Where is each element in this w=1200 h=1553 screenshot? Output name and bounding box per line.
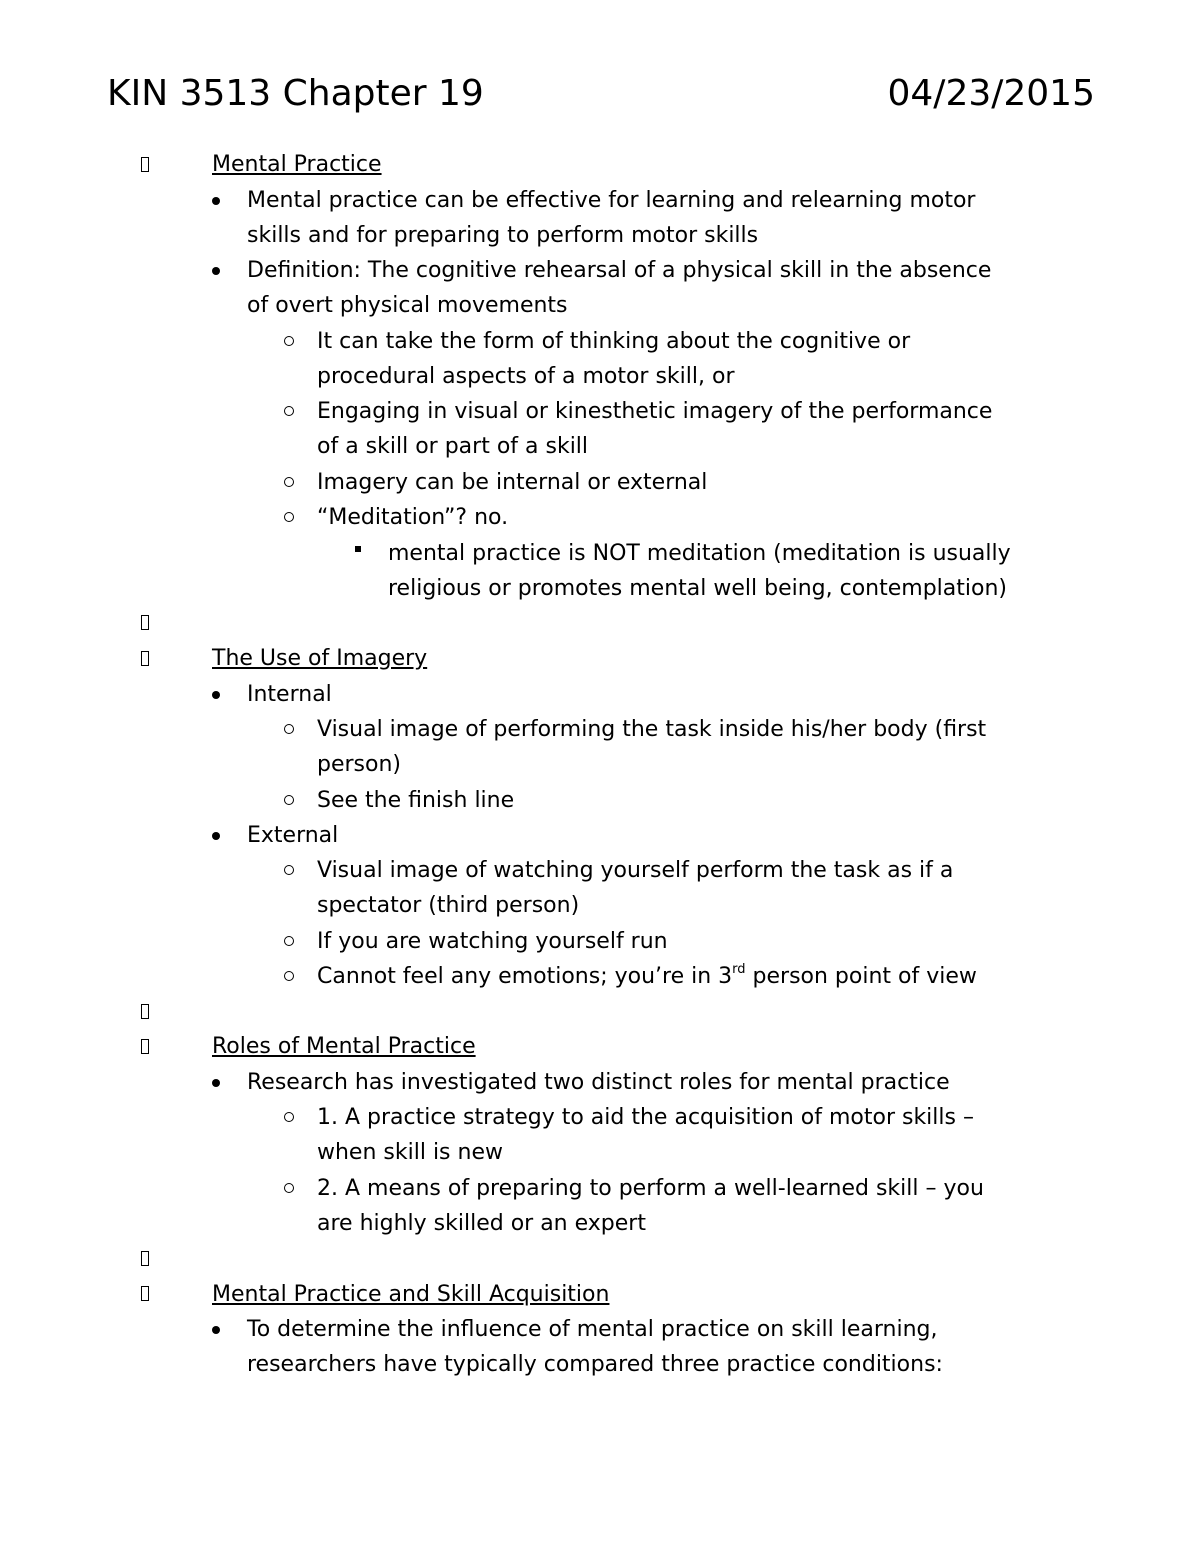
section-heading-mental-practice: Mental Practice [212, 152, 382, 177]
sub-bullet-text: Imagery can be internal or external [317, 470, 708, 495]
sub-bullet-icon [284, 865, 294, 875]
bullet-text-continued: of overt physical movements [247, 293, 568, 318]
sub-bullet-icon [284, 1183, 294, 1193]
section-heading-use-of-imagery: The Use of Imagery [212, 646, 428, 671]
empty-marker-icon [141, 615, 149, 630]
sub-bullet-text: Visual image of performing the task inside his/her body (first [317, 717, 987, 742]
sub-sub-bullet-text: mental practice is NOT meditation (meditation is usually [388, 541, 1011, 566]
section-heading-skill-acquisition: Mental Practice and Skill Acquisition [212, 1282, 610, 1307]
bullet-text: Definition: The cognitive rehearsal of a physical skill in the absence [247, 258, 992, 283]
sub-bullet-icon [284, 336, 294, 346]
sub-bullet-text: See the finish line [317, 788, 515, 813]
empty-marker-icon [141, 1004, 149, 1019]
sub-bullet-text-continued: spectator (third person) [317, 893, 580, 918]
sub-bullet-text-continued: are highly skilled or an expert [317, 1211, 646, 1236]
bullet-text-continued: skills and for preparing to perform motor skills [247, 223, 759, 248]
sub-sub-bullet-text-continued: religious or promotes mental well being, contemplation) [388, 576, 1007, 601]
sub-bullet-icon [284, 477, 294, 487]
bullet-icon [212, 267, 220, 275]
sub-bullet-text: 2. A means of preparing to perform a well-learned skill – you [317, 1176, 984, 1201]
bullet-text: Internal [247, 682, 332, 707]
sub-bullet-icon [284, 512, 294, 522]
sub-bullet-icon [284, 971, 294, 981]
course-title: KIN 3513 Chapter 19 [107, 73, 484, 114]
text-part: Cannot feel any emotions; you’re in 3 [317, 964, 733, 989]
section-marker-icon [141, 157, 149, 172]
sub-bullet-text-continued: of a skill or part of a skill [317, 434, 589, 459]
sub-sub-bullet-icon [355, 546, 361, 552]
sub-bullet-text-continued: person) [317, 752, 401, 777]
section-marker-icon [141, 1286, 149, 1301]
section-marker-icon [141, 1039, 149, 1054]
bullet-icon [212, 1326, 220, 1334]
sub-bullet-text-continued: procedural aspects of a motor skill, or [317, 364, 735, 389]
sub-bullet-icon [284, 936, 294, 946]
page-header [107, 72, 1095, 120]
bullet-icon [212, 197, 220, 205]
bullet-icon [212, 691, 220, 699]
bullet-text: To determine the influence of mental practice on skill learning, [247, 1317, 938, 1342]
bullet-text: External [247, 823, 339, 848]
section-heading-roles: Roles of Mental Practice [212, 1034, 476, 1059]
bullet-text: Mental practice can be effective for learning and relearning motor [247, 188, 976, 213]
sub-bullet-text: Visual image of watching yourself perform the task as if a [317, 858, 954, 883]
bullet-text-continued: researchers have typically compared three practice conditions: [247, 1352, 943, 1377]
bullet-text: Research has investigated two distinct roles for mental practice [247, 1070, 950, 1095]
empty-marker-icon [141, 1251, 149, 1266]
sub-bullet-text: If you are watching yourself run [317, 929, 668, 954]
sub-bullet-icon [284, 1112, 294, 1122]
sub-bullet-icon [284, 406, 294, 416]
sub-bullet-icon [284, 795, 294, 805]
section-marker-icon [141, 651, 149, 666]
note-date: 04/23/2015 [887, 73, 1095, 114]
text-part: person point of view [745, 964, 977, 989]
bullet-icon [212, 832, 220, 840]
sub-bullet-text: “Meditation”? no. [317, 505, 509, 530]
sub-bullet-text [317, 959, 977, 994]
sub-bullet-text: Engaging in visual or kinesthetic imagery of the performance [317, 399, 993, 424]
bullet-icon [212, 1079, 220, 1087]
sub-bullet-text-continued: when skill is new [317, 1140, 503, 1165]
superscript-ordinal: rd [732, 961, 746, 977]
sub-bullet-text: It can take the form of thinking about the cognitive or [317, 329, 911, 354]
sub-bullet-text: 1. A practice strategy to aid the acquisition of motor skills – [317, 1105, 974, 1130]
sub-bullet-icon [284, 724, 294, 734]
